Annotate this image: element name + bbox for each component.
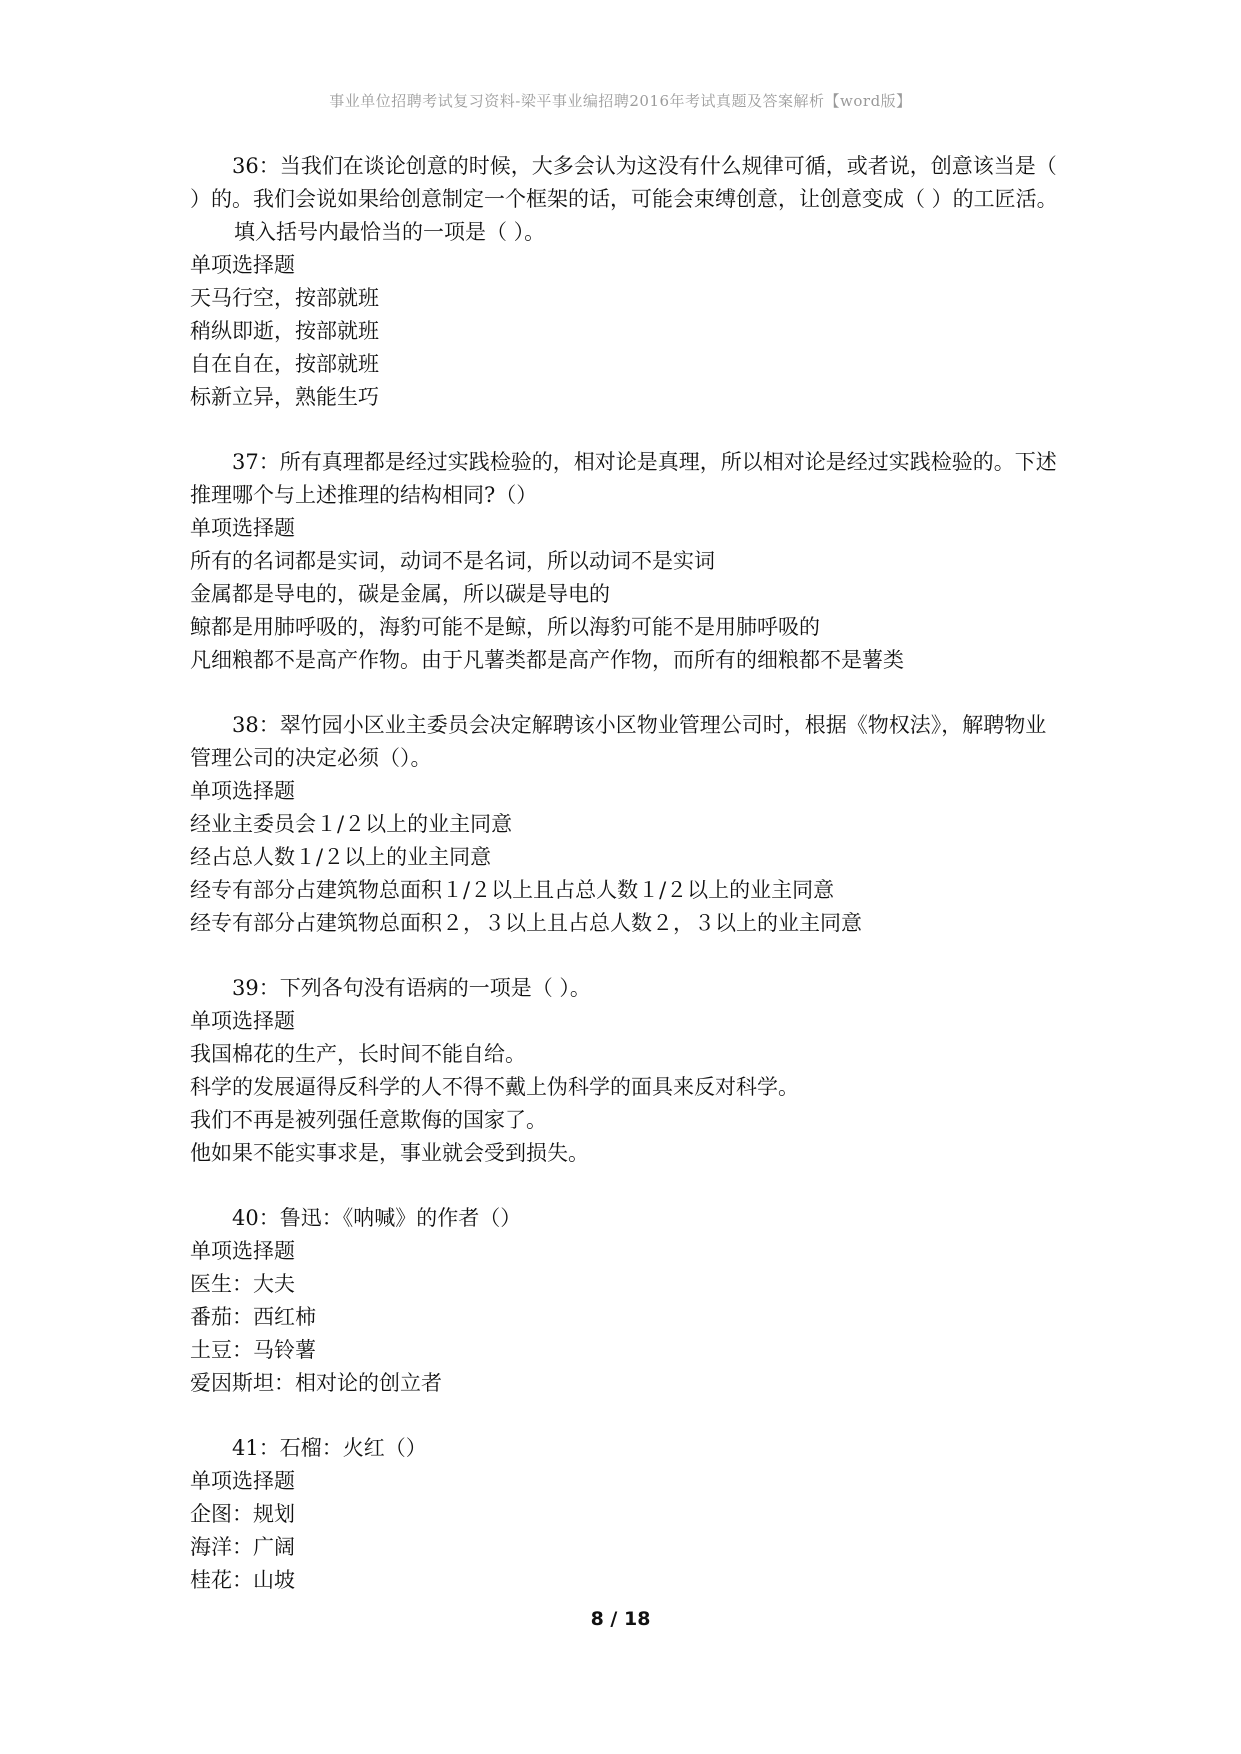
- question-text: 37：所有真理都是经过实践检验的，相对论是真理，所以相对论是经过实践检验的。下述推理哪个与上述推理的结构相同?（）: [190, 450, 1057, 507]
- document-header: 事业单位招聘考试复习资料-梁平事业编招聘2016年考试真题及答案解析【word版】: [329, 92, 912, 110]
- question-type: 单项选择题: [190, 1009, 295, 1033]
- question-instruction: 填入括号内最恰当的一项是（ ）。: [234, 220, 546, 244]
- question-type: 单项选择题: [190, 1239, 295, 1263]
- option-c: 土豆：马铃薯: [190, 1338, 316, 1362]
- option-a: 企图：规划: [190, 1502, 295, 1526]
- document-body: [190, 150, 1062, 1629]
- question-40: [190, 1202, 1062, 1400]
- option-a: 经业主委员会１/２以上的业主同意: [190, 812, 513, 836]
- option-b: 科学的发展逼得反科学的人不得不戴上伪科学的面具来反对科学。: [190, 1075, 799, 1099]
- option-a: 医生：大夫: [190, 1272, 295, 1296]
- option-d: 凡细粮都不是高产作物。由于凡薯类都是高产作物，而所有的细粮都不是薯类: [190, 648, 904, 672]
- option-b: 番茄：西红柿: [190, 1305, 316, 1329]
- option-c: 自在自在，按部就班: [190, 352, 379, 376]
- option-b: 海洋：广阔: [190, 1535, 295, 1559]
- question-text: 38：翠竹园小区业主委员会决定解聘该小区物业管理公司时，根据《物权法》，解聘物业管理公司的决定必须（）。: [190, 713, 1047, 770]
- option-c: 经专有部分占建筑物总面积１/２以上且占总人数１/２以上的业主同意: [190, 878, 835, 902]
- option-d: 经专有部分占建筑物总面积２，３以上且占总人数２，３以上的业主同意: [190, 911, 862, 935]
- option-b: 金属都是导电的，碳是金属，所以碳是导电的: [190, 582, 610, 606]
- option-c: 我们不再是被列强任意欺侮的国家了。: [190, 1108, 547, 1132]
- question-stem: 36：当我们在谈论创意的时候，大多会认为这没有什么规律可循，或者说，创意该当是（ ）的。我们会说如果给创意制定一个框架的话，可能会束缚创意，让创意变成（ ）的工匠活。: [190, 154, 1058, 211]
- question-text: [190, 150, 1062, 249]
- option-d: 标新立异，熟能生巧: [190, 385, 379, 409]
- question-41: [190, 1432, 1062, 1597]
- question-type: 单项选择题: [190, 253, 295, 277]
- question-type: 单项选择题: [190, 1469, 295, 1493]
- option-d: 爱因斯坦：相对论的创立者: [190, 1371, 442, 1395]
- option-d: 他如果不能实事求是，事业就会受到损失。: [190, 1141, 589, 1165]
- option-a: 我国棉花的生产，长时间不能自给。: [190, 1042, 526, 1066]
- question-type: 单项选择题: [190, 779, 295, 803]
- question-text: 39：下列各句没有语病的一项是（ ）。: [232, 976, 591, 1000]
- question-text: 41：石榴：火红（）: [232, 1436, 427, 1460]
- option-c: 鲸都是用肺呼吸的，海豹可能不是鲸，所以海豹可能不是用肺呼吸的: [190, 615, 820, 639]
- question-39: [190, 972, 1062, 1170]
- option-c: 桂花：山坡: [190, 1568, 295, 1592]
- question-36: [190, 150, 1062, 414]
- question-38: [190, 709, 1062, 940]
- question-text: 40：鲁迅：《呐喊》的作者（）: [232, 1206, 522, 1230]
- option-a: 所有的名词都是实词，动词不是名词，所以动词不是实词: [190, 549, 715, 573]
- question-37: [190, 446, 1062, 677]
- question-type: 单项选择题: [190, 516, 295, 540]
- page-number: 8 / 18: [590, 1608, 651, 1630]
- option-a: 天马行空，按部就班: [190, 286, 379, 310]
- option-b: 稍纵即逝，按部就班: [190, 319, 379, 343]
- option-b: 经占总人数１/２以上的业主同意: [190, 845, 492, 869]
